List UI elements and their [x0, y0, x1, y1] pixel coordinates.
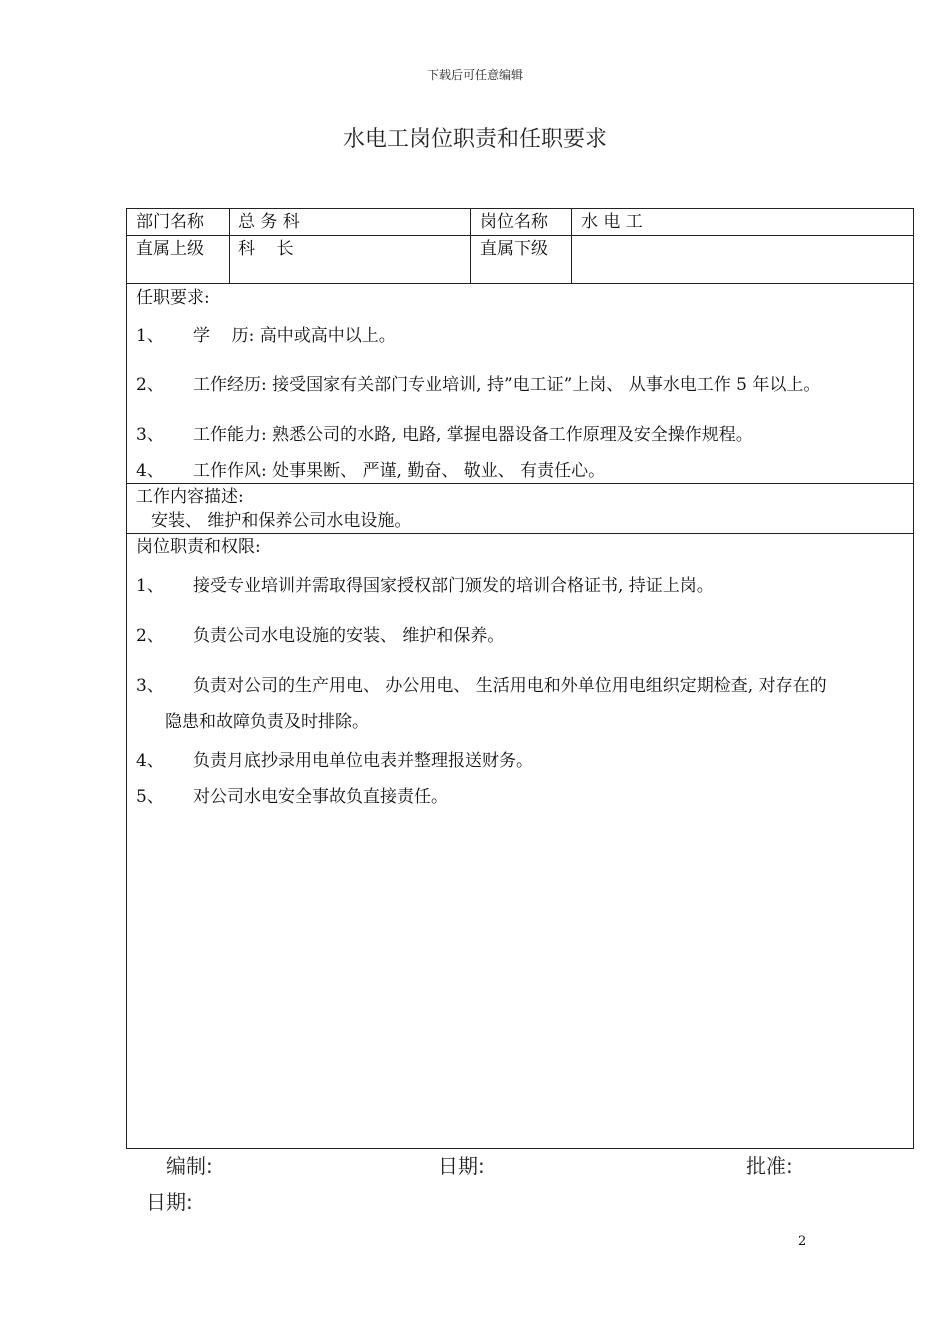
requirements-heading: 任职要求:	[136, 288, 210, 308]
superior-value: 科 长	[238, 239, 294, 259]
subordinate-label: 直属下级	[480, 239, 548, 259]
duties-heading: 岗位职责和权限:	[136, 537, 261, 557]
item-text: 负责公司水电设施的安装、 维护和保养。	[193, 626, 505, 646]
page-title: 水电工岗位职责和任职要求	[342, 127, 607, 152]
item-number: 3、	[136, 425, 164, 445]
item-number: 3、	[136, 676, 164, 696]
row-divider	[127, 235, 913, 236]
item-text: 工作能力: 熟悉公司的水路, 电路, 掌握电器设备工作原理及安全操作规程。	[193, 425, 753, 445]
list-item	[136, 373, 820, 397]
item-number: 1、	[136, 576, 164, 596]
item-text: 学 历: 高中或高中以上。	[193, 326, 396, 346]
list-item	[136, 324, 396, 348]
section-divider	[127, 533, 913, 534]
item-text: 工作经历: 接受国家有关部门专业培训, 持”电工证”上岗、 从事水电工作 5 年以上。	[193, 375, 821, 395]
list-item	[136, 574, 714, 598]
position-value: 水 电 工	[581, 212, 643, 232]
dept-label: 部门名称	[136, 212, 204, 232]
item-text: 负责对公司的生产用电、 办公用电、 生活用电和外单位用电组织定期检查, 对存在的	[193, 676, 827, 696]
date-label: 日期:	[438, 1154, 485, 1178]
page-number: 2	[798, 1234, 807, 1249]
item-number: 4、	[136, 751, 164, 771]
list-item	[136, 785, 448, 809]
item-text: 负责月底抄录用电单位电表并整理报送财务。	[193, 751, 533, 771]
list-item	[136, 749, 533, 773]
header-note: 下载后可任意编辑	[426, 68, 523, 82]
position-label: 岗位名称	[480, 212, 548, 232]
column-divider	[571, 209, 572, 283]
column-divider	[229, 209, 230, 283]
row-divider	[127, 283, 913, 284]
item-continuation: 隐患和故障负责及时排除。	[165, 712, 369, 732]
list-item	[136, 459, 605, 483]
item-number: 2、	[136, 626, 164, 646]
description-heading: 工作内容描述:	[136, 487, 244, 507]
approved-by-label: 批准:	[746, 1154, 793, 1178]
item-number: 1、	[136, 326, 164, 346]
item-text: 接受专业培训并需取得国家授权部门颁发的培训合格证书, 持证上岗。	[193, 576, 714, 596]
description-text: 安装、 维护和保养公司水电设施。	[151, 511, 412, 531]
job-description-form	[126, 208, 914, 1149]
column-divider	[470, 209, 471, 283]
section-divider	[127, 483, 913, 484]
list-item	[136, 423, 753, 447]
approval-date-label: 日期:	[146, 1190, 193, 1214]
compiled-by-label: 编制:	[166, 1154, 213, 1178]
list-item	[136, 674, 827, 698]
item-text: 工作作风: 处事果断、 严谨, 勤奋、 敬业、 有责任心。	[193, 461, 606, 481]
list-item	[136, 624, 504, 648]
item-number: 5、	[136, 787, 164, 807]
dept-value: 总 务 科	[238, 212, 300, 232]
superior-label: 直属上级	[136, 239, 204, 259]
item-number: 4、	[136, 461, 164, 481]
item-text: 对公司水电安全事故负直接责任。	[193, 787, 448, 807]
item-number: 2、	[136, 375, 164, 395]
